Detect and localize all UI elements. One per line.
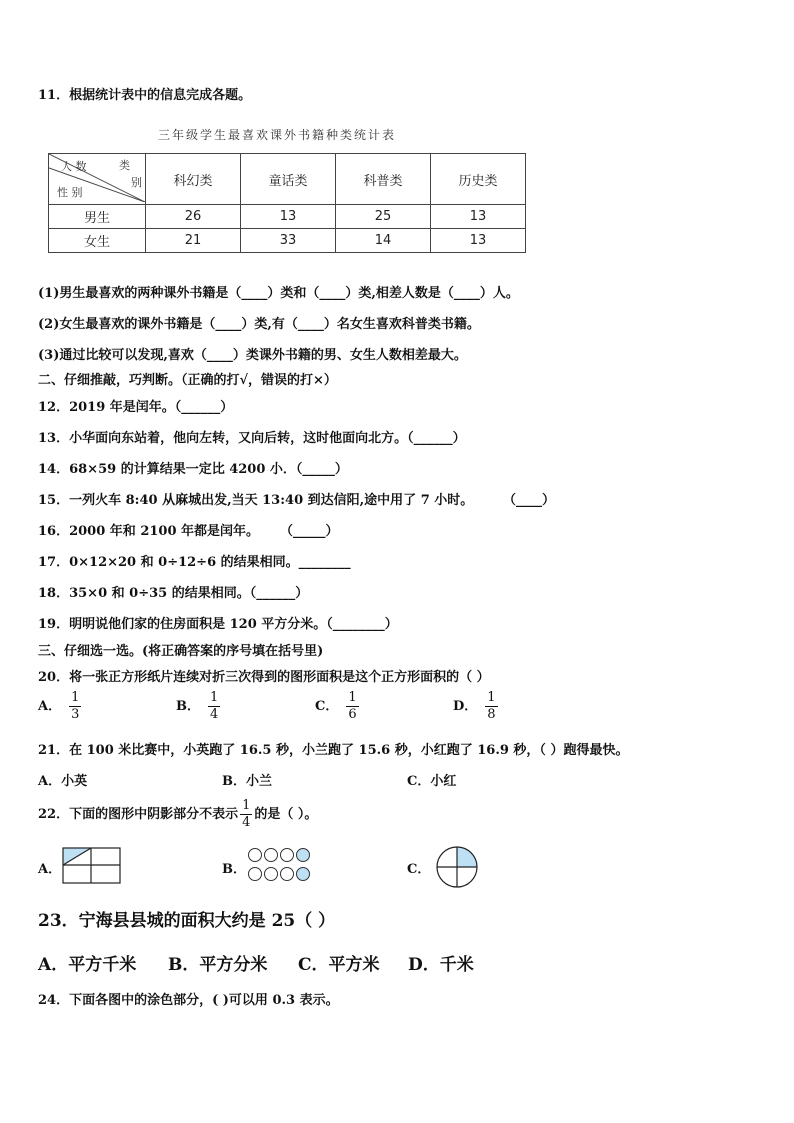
fraction-numerator: 1 xyxy=(210,690,219,705)
statistics-table xyxy=(48,153,526,253)
table-title: 三年级学生最喜欢课外书籍种类统计表 xyxy=(158,128,397,142)
q21-option-b: B．小兰 xyxy=(222,774,272,789)
q22-figure-c xyxy=(434,845,480,889)
fraction-numerator: 1 xyxy=(71,690,80,705)
option-letter: C． xyxy=(315,699,339,714)
q23-option-a: A．平方千米 xyxy=(38,955,137,975)
q22-stem-part1: 22．下面的图形中阴影部分不表示 xyxy=(38,807,239,822)
fraction-denominator: 4 xyxy=(210,707,219,722)
table-cell: 13 xyxy=(431,229,526,253)
q20-option-b xyxy=(176,690,220,723)
q20-option-a xyxy=(38,690,81,723)
option-letter: D． xyxy=(453,699,478,714)
column-header: 历史类 xyxy=(431,154,526,205)
table-cell: 25 xyxy=(336,205,431,229)
column-header: 科普类 xyxy=(336,154,431,205)
q15: 15．一列火车 8:40 从麻城出发,当天 13:40 到达信阳,途中用了 7 小时。 xyxy=(38,493,474,508)
q17: 17．0×12×20 和 0÷12÷6 的结果相同。________ xyxy=(38,555,351,570)
row-label: 女生 xyxy=(49,229,146,253)
option-letter: A． xyxy=(38,699,62,714)
q21-stem: 21．在 100 米比赛中，小英跑了 16.5 秒，小兰跑了 15.6 秒，小红跑了 16.9 秒，（ ）跑得最快。 xyxy=(38,743,629,758)
circle xyxy=(265,868,278,881)
q15-answer-blank: （____） xyxy=(503,493,556,508)
q16-answer-blank: （_____） xyxy=(280,524,339,539)
circle xyxy=(249,868,262,881)
corner-label-gender: 性 别 xyxy=(57,186,83,199)
q22-option-c-label: C． xyxy=(407,862,431,877)
fraction xyxy=(485,690,497,723)
q14: 14．68×59 的计算结果一定比 4200 小．（_____） xyxy=(38,462,348,477)
circle xyxy=(249,849,262,862)
corner-label-bie: 别 xyxy=(131,176,142,189)
q23-stem: 23．宁海县县城的面积大约是 25（ ） xyxy=(38,911,336,931)
q16: 16．2000 年和 2100 年都是闰年。 xyxy=(38,524,260,539)
q21-option-c: C．小红 xyxy=(407,774,457,789)
q20-stem: 20．将一张正方形纸片连续对折三次得到的图形面积是这个正方形面积的（ ） xyxy=(38,670,490,685)
q20-option-c xyxy=(315,690,359,723)
table-corner-cell xyxy=(49,154,146,205)
q23-option-c: C．平方米 xyxy=(298,955,380,975)
table-cell: 13 xyxy=(431,205,526,229)
q22-option-a-label: A． xyxy=(38,862,62,877)
q11-stem: 11．根据统计表中的信息完成各题。 xyxy=(38,88,252,103)
fraction-numerator: 1 xyxy=(242,798,251,813)
q12: 12．2019 年是闰年。（______） xyxy=(38,400,234,415)
fraction-denominator: 4 xyxy=(242,815,251,830)
row-label: 男生 xyxy=(49,205,146,229)
circle xyxy=(281,868,294,881)
q18: 18．35×0 和 0÷35 的结果相同。（______） xyxy=(38,586,309,601)
fraction xyxy=(208,690,220,723)
table-cell: 14 xyxy=(336,229,431,253)
q22-stem-part2: 的是（ ）。 xyxy=(254,807,318,822)
fraction-numerator: 1 xyxy=(487,690,496,705)
section-3-heading: 三、仔细选一选。(将正确答案的序号填在括号里) xyxy=(38,644,324,659)
fraction xyxy=(346,690,358,723)
fraction-numerator: 1 xyxy=(348,690,357,705)
circle xyxy=(265,849,278,862)
corner-label-count: 人 数 xyxy=(61,160,87,173)
corner-label-category: 类 xyxy=(119,159,130,172)
q11-sub1: (1)男生最喜欢的两种课外书籍是（____）类和（____）类,相差人数是（____）人。 xyxy=(38,286,519,301)
q22-figure-b xyxy=(246,845,316,885)
q11-sub2: (2)女生最喜欢的课外书籍是（____）类,有（____）名女生喜欢科普类书籍。 xyxy=(38,317,480,332)
q22-option-b-label: B． xyxy=(222,862,246,877)
table-cell: 21 xyxy=(146,229,241,253)
q22-stem xyxy=(38,798,317,831)
shaded-circle xyxy=(297,849,310,862)
shaded-circle xyxy=(297,868,310,881)
table-row xyxy=(49,229,526,253)
q20-option-d xyxy=(453,690,498,723)
table-row xyxy=(49,205,526,229)
table-cell: 26 xyxy=(146,205,241,229)
fraction xyxy=(69,690,81,723)
table-cell: 13 xyxy=(241,205,336,229)
q19: 19．明明说他们家的住房面积是 120 平方分米。（________） xyxy=(38,617,398,632)
option-letter: B． xyxy=(176,699,200,714)
table-header-row xyxy=(49,154,526,205)
section-2-heading: 二、仔细推敲，巧判断。（正确的打√，错误的打×） xyxy=(38,373,337,388)
fraction-denominator: 6 xyxy=(348,707,357,722)
column-header: 童话类 xyxy=(241,154,336,205)
q11-sub3: (3)通过比较可以发现,喜欢（____）类课外书籍的男、女生人数相差最大。 xyxy=(38,348,467,363)
q24-stem: 24．下面各图中的涂色部分，( )可以用 0.3 表示。 xyxy=(38,993,339,1008)
fraction-denominator: 3 xyxy=(71,707,80,722)
circle xyxy=(281,849,294,862)
q22-figure-a xyxy=(62,847,122,885)
fraction-denominator: 8 xyxy=(487,707,496,722)
q13: 13．小华面向东站着，他向左转，又向后转，这时他面向北方。（______） xyxy=(38,431,466,446)
q23-option-d: D．千米 xyxy=(408,955,474,975)
fraction xyxy=(240,798,252,831)
column-header: 科幻类 xyxy=(146,154,241,205)
q23-option-b: B．平方分米 xyxy=(168,955,268,975)
table-cell: 33 xyxy=(241,229,336,253)
q21-option-a: A．小英 xyxy=(38,774,88,789)
